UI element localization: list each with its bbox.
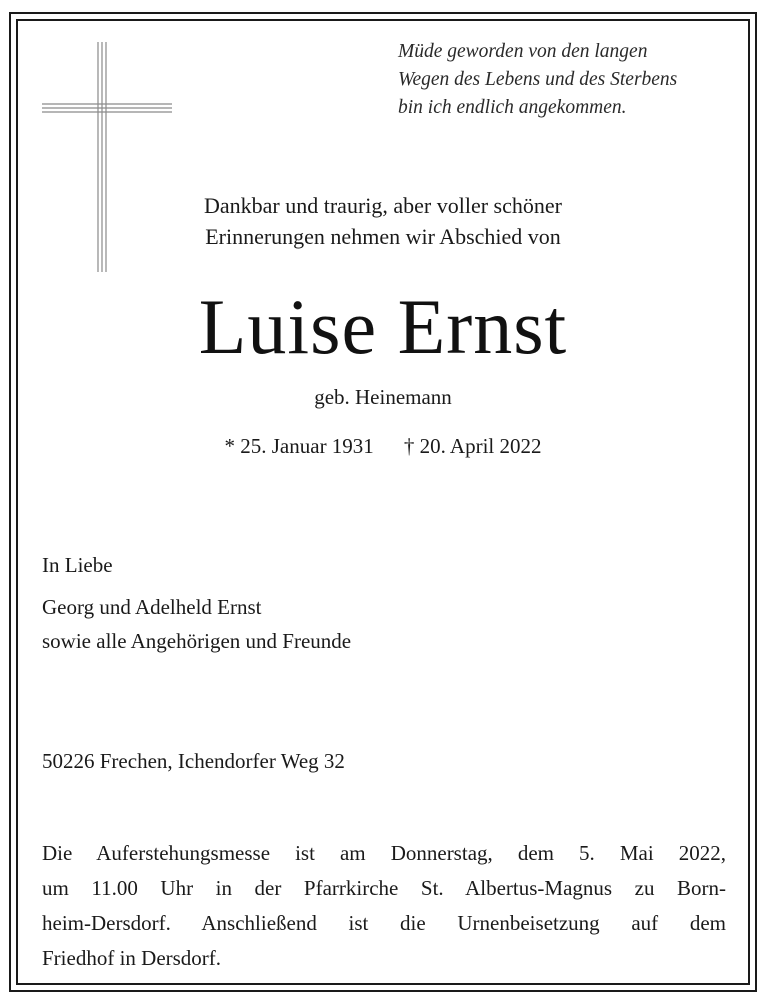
- service-line: Friedhof in Dersdorf.: [42, 946, 222, 970]
- mourner-line: sowie alle Angehörigen und Freunde: [42, 629, 352, 653]
- life-dates: [100, 432, 666, 460]
- quote-line: bin ich endlich angekommen.: [398, 97, 627, 118]
- farewell-intro: [100, 190, 666, 252]
- poem-quote: [398, 38, 738, 122]
- deceased-name: Luise Ernst: [198, 283, 568, 370]
- birth-date: * 25. Januar 1931: [224, 434, 374, 458]
- intro-line: Dankbar und traurig, aber voller schöner: [204, 193, 562, 218]
- quote-line: Müde geworden von den langen: [398, 41, 648, 62]
- mourner-line: Georg und Adelheld Ernst: [42, 595, 262, 619]
- service-line: Die Auferstehungsmesse ist am Donnerstag, dem 5. Mai 2022,: [42, 841, 726, 865]
- funeral-service-info: [42, 836, 726, 976]
- maiden-name: geb. Heinemann: [314, 385, 452, 409]
- mourners-list: [42, 590, 726, 658]
- in-love-label: In Liebe: [42, 553, 113, 577]
- death-date: † 20. April 2022: [403, 434, 542, 458]
- quote-line: Wegen des Lebens und des Sterbens: [398, 69, 678, 90]
- service-line: um 11.00 Uhr in der Pfarrkirche St. Albertus-Magnus zu Born-: [42, 876, 726, 900]
- address: 50226 Frechen, Ichendorfer Weg 32: [42, 749, 345, 773]
- intro-line: Erinnerungen nehmen wir Abschied von: [205, 224, 561, 249]
- service-line: heim-Dersdorf. Anschließend ist die Urnenbeisetzung auf dem: [42, 911, 726, 935]
